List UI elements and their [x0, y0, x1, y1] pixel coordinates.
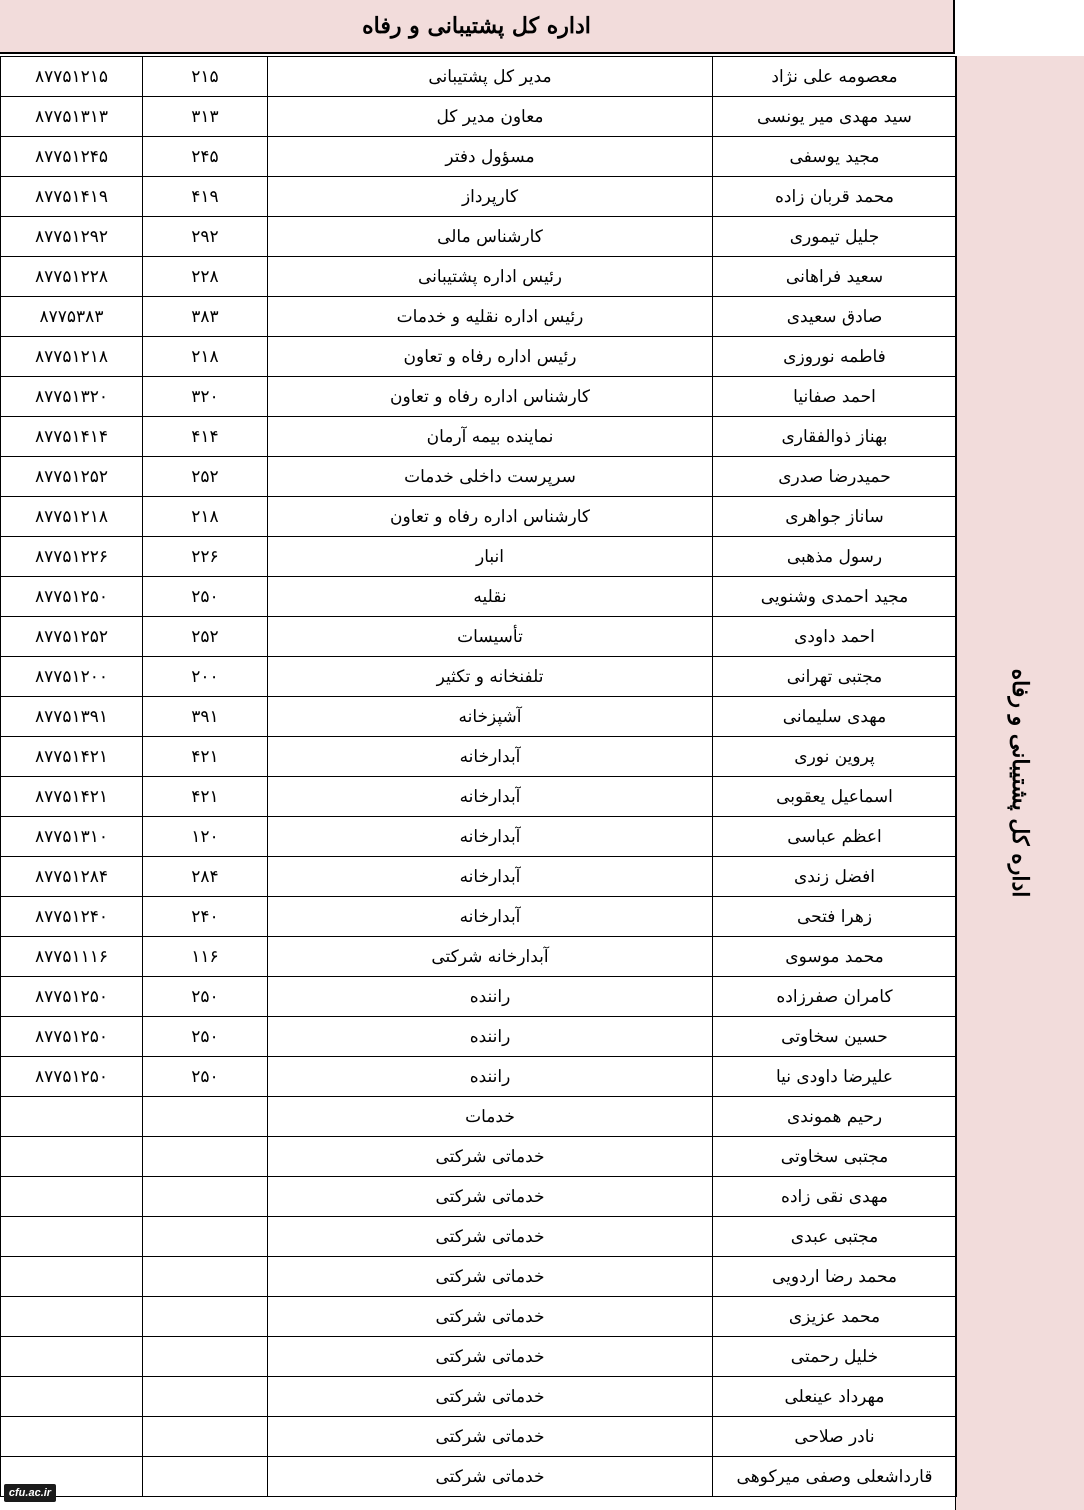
- person-name-cell: صادق سعیدی: [713, 297, 957, 337]
- job-title-cell: سرپرست داخلی خدمات: [268, 457, 713, 497]
- person-name-cell: محمد موسوی: [713, 937, 957, 977]
- job-title-cell: خدماتی شرکتی: [268, 1377, 713, 1417]
- extension-cell: [143, 1137, 268, 1177]
- extension-cell: [143, 1097, 268, 1137]
- table-row: [1, 1217, 957, 1257]
- person-name-cell: معصومه علی نژاد: [713, 57, 957, 97]
- person-name-cell: نادر صلاحی: [713, 1417, 957, 1457]
- table-row: [1, 617, 957, 657]
- phone-cell: [1, 1417, 143, 1457]
- table-row: [1, 977, 957, 1017]
- phone-cell: [1, 1177, 143, 1217]
- side-banner-label: اداره کل پشتیبانی و رفاه: [1007, 668, 1033, 898]
- phone-cell: ۸۷۷۵۱۲۵۲: [1, 617, 143, 657]
- extension-cell: ۲۵۰: [143, 577, 268, 617]
- person-name-cell: مجید احمدی وشنویی: [713, 577, 957, 617]
- extension-cell: ۲۵۲: [143, 617, 268, 657]
- job-title-cell: مدیر کل پشتیبانی: [268, 57, 713, 97]
- person-name-cell: سعید فراهانی: [713, 257, 957, 297]
- table-row: [1, 1137, 957, 1177]
- phone-cell: [1, 1297, 143, 1337]
- table-row: [1, 1017, 957, 1057]
- table-row: [1, 1337, 957, 1377]
- job-title-cell: انبار: [268, 537, 713, 577]
- person-name-cell: مجید یوسفی: [713, 137, 957, 177]
- job-title-cell: آبدارخانه: [268, 817, 713, 857]
- person-name-cell: اعظم عباسی: [713, 817, 957, 857]
- job-title-cell: خدماتی شرکتی: [268, 1337, 713, 1377]
- extension-cell: [143, 1257, 268, 1297]
- table-row: [1, 177, 957, 217]
- job-title-cell: خدماتی شرکتی: [268, 1257, 713, 1297]
- job-title-cell: کارپرداز: [268, 177, 713, 217]
- phone-cell: ۸۷۷۵۱۴۲۱: [1, 777, 143, 817]
- phone-cell: ۸۷۷۵۱۴۱۹: [1, 177, 143, 217]
- extension-cell: ۲۹۲: [143, 217, 268, 257]
- extension-cell: [143, 1177, 268, 1217]
- person-name-cell: احمد داودی: [713, 617, 957, 657]
- job-title-cell: آبدارخانه: [268, 897, 713, 937]
- person-name-cell: ساناز جواهری: [713, 497, 957, 537]
- phone-cell: ۸۷۷۵۳۸۳: [1, 297, 143, 337]
- extension-cell: ۲۵۰: [143, 977, 268, 1017]
- person-name-cell: پروین نوری: [713, 737, 957, 777]
- person-name-cell: مهدی سلیمانی: [713, 697, 957, 737]
- person-name-cell: رسول مذهبی: [713, 537, 957, 577]
- table-row: [1, 137, 957, 177]
- job-title-cell: خدماتی شرکتی: [268, 1217, 713, 1257]
- extension-cell: ۴۲۱: [143, 777, 268, 817]
- person-name-cell: محمد عزیزی: [713, 1297, 957, 1337]
- table-row: [1, 217, 957, 257]
- phone-cell: ۸۷۷۵۱۲۸۴: [1, 857, 143, 897]
- phone-cell: ۸۷۷۵۱۲۵۲: [1, 457, 143, 497]
- job-title-cell: راننده: [268, 1017, 713, 1057]
- table-row: [1, 937, 957, 977]
- extension-cell: ۲۴۵: [143, 137, 268, 177]
- job-title-cell: خدماتی شرکتی: [268, 1177, 713, 1217]
- table-row: [1, 697, 957, 737]
- table-row: [1, 57, 957, 97]
- table-row: [1, 1177, 957, 1217]
- person-name-cell: کامران صفرزاده: [713, 977, 957, 1017]
- extension-cell: ۲۱۸: [143, 497, 268, 537]
- table-row: [1, 1377, 957, 1417]
- phone-cell: ۸۷۷۵۱۲۱۸: [1, 337, 143, 377]
- phone-cell: ۸۷۷۵۱۲۰۰: [1, 657, 143, 697]
- extension-cell: ۳۲۰: [143, 377, 268, 417]
- extension-cell: [143, 1377, 268, 1417]
- extension-cell: ۳۱۳: [143, 97, 268, 137]
- person-name-cell: مجتبی عبدی: [713, 1217, 957, 1257]
- table-row: [1, 577, 957, 617]
- phone-cell: ۸۷۷۵۱۲۲۸: [1, 257, 143, 297]
- table-row: [1, 1417, 957, 1457]
- phone-cell: ۸۷۷۵۱۲۱۵: [1, 57, 143, 97]
- table-row: [1, 737, 957, 777]
- job-title-cell: مسؤول دفتر: [268, 137, 713, 177]
- job-title-cell: آبدارخانه: [268, 777, 713, 817]
- page-title: اداره کل پشتیبانی و رفاه: [0, 0, 955, 54]
- extension-cell: ۲۸۴: [143, 857, 268, 897]
- extension-cell: ۱۱۶: [143, 937, 268, 977]
- job-title-cell: خدماتی شرکتی: [268, 1417, 713, 1457]
- directory-table: [0, 56, 957, 1497]
- person-name-cell: قارداشعلی وصفی میرکوهی: [713, 1457, 957, 1497]
- person-name-cell: مهرداد عینعلی: [713, 1377, 957, 1417]
- extension-cell: ۲۱۵: [143, 57, 268, 97]
- job-title-cell: نماینده بیمه آرمان: [268, 417, 713, 457]
- person-name-cell: خلیل رحمتی: [713, 1337, 957, 1377]
- phone-cell: ۸۷۷۵۱۲۱۸: [1, 497, 143, 537]
- person-name-cell: محمد قربان زاده: [713, 177, 957, 217]
- person-name-cell: سید مهدی میر یونسی: [713, 97, 957, 137]
- job-title-cell: خدماتی شرکتی: [268, 1297, 713, 1337]
- phone-cell: [1, 1337, 143, 1377]
- extension-cell: ۱۲۰: [143, 817, 268, 857]
- phone-cell: ۸۷۷۵۱۲۵۰: [1, 977, 143, 1017]
- table-row: [1, 297, 957, 337]
- phone-cell: ۸۷۷۵۱۱۱۶: [1, 937, 143, 977]
- extension-cell: ۲۰۰: [143, 657, 268, 697]
- phone-cell: ۸۷۷۵۱۳۹۱: [1, 697, 143, 737]
- table-row: [1, 537, 957, 577]
- job-title-cell: آشپزخانه: [268, 697, 713, 737]
- extension-cell: ۴۲۱: [143, 737, 268, 777]
- job-title-cell: خدماتی شرکتی: [268, 1137, 713, 1177]
- job-title-cell: رئیس اداره پشتیبانی: [268, 257, 713, 297]
- table-row: [1, 417, 957, 457]
- extension-cell: [143, 1297, 268, 1337]
- extension-cell: ۲۲۶: [143, 537, 268, 577]
- job-title-cell: تلفنخانه و تکثیر: [268, 657, 713, 697]
- table-row: [1, 1097, 957, 1137]
- table-row: [1, 377, 957, 417]
- extension-cell: ۲۵۰: [143, 1057, 268, 1097]
- job-title-cell: کارشناس اداره رفاه و تعاون: [268, 377, 713, 417]
- table-row: [1, 497, 957, 537]
- job-title-cell: راننده: [268, 1057, 713, 1097]
- person-name-cell: فاطمه نوروزی: [713, 337, 957, 377]
- person-name-cell: بهناز ذوالفقاری: [713, 417, 957, 457]
- corner-blank: [957, 0, 1084, 56]
- table-row: [1, 777, 957, 817]
- job-title-cell: خدماتی شرکتی: [268, 1457, 713, 1497]
- phone-cell: ۸۷۷۵۱۲۵۰: [1, 1017, 143, 1057]
- job-title-cell: رئیس اداره نقلیه و خدمات: [268, 297, 713, 337]
- extension-cell: ۲۲۸: [143, 257, 268, 297]
- table-row: [1, 457, 957, 497]
- person-name-cell: حسین سخاوتی: [713, 1017, 957, 1057]
- job-title-cell: خدمات: [268, 1097, 713, 1137]
- person-name-cell: اسماعیل یعقوبی: [713, 777, 957, 817]
- person-name-cell: مجتبی سخاوتی: [713, 1137, 957, 1177]
- phone-cell: ۸۷۷۵۱۲۹۲: [1, 217, 143, 257]
- job-title-cell: تأسیسات: [268, 617, 713, 657]
- extension-cell: ۳۹۱: [143, 697, 268, 737]
- person-name-cell: علیرضا داودی نیا: [713, 1057, 957, 1097]
- table-row: [1, 897, 957, 937]
- phone-cell: ۸۷۷۵۱۲۴۵: [1, 137, 143, 177]
- table-row: [1, 97, 957, 137]
- job-title-cell: راننده: [268, 977, 713, 1017]
- extension-cell: ۲۱۸: [143, 337, 268, 377]
- extension-cell: ۳۸۳: [143, 297, 268, 337]
- person-name-cell: مهدی نقی زاده: [713, 1177, 957, 1217]
- side-banner: [955, 56, 1084, 1510]
- extension-cell: [143, 1337, 268, 1377]
- person-name-cell: مجتبی تهرانی: [713, 657, 957, 697]
- table-row: [1, 1057, 957, 1097]
- person-name-cell: احمد صفانیا: [713, 377, 957, 417]
- table-row: [1, 337, 957, 377]
- phone-cell: ۸۷۷۵۱۲۵۰: [1, 1057, 143, 1097]
- job-title-cell: نقلیه: [268, 577, 713, 617]
- person-name-cell: افضل زندی: [713, 857, 957, 897]
- phone-cell: ۸۷۷۵۱۳۱۳: [1, 97, 143, 137]
- table-row: [1, 1257, 957, 1297]
- table-row: [1, 1297, 957, 1337]
- job-title-cell: آبدارخانه شرکتی: [268, 937, 713, 977]
- person-name-cell: حمیدرضا صدری: [713, 457, 957, 497]
- table-row: [1, 1457, 957, 1497]
- phone-cell: [1, 1217, 143, 1257]
- extension-cell: ۲۴۰: [143, 897, 268, 937]
- job-title-cell: رئیس اداره رفاه و تعاون: [268, 337, 713, 377]
- table-row: [1, 857, 957, 897]
- extension-cell: [143, 1217, 268, 1257]
- job-title-cell: کارشناس مالی: [268, 217, 713, 257]
- person-name-cell: رحیم هموندی: [713, 1097, 957, 1137]
- person-name-cell: جلیل تیموری: [713, 217, 957, 257]
- phone-cell: ۸۷۷۵۱۲۴۰: [1, 897, 143, 937]
- phone-cell: ۸۷۷۵۱۲۲۶: [1, 537, 143, 577]
- phone-cell: ۸۷۷۵۱۲۵۰: [1, 577, 143, 617]
- person-name-cell: زهرا فتحی: [713, 897, 957, 937]
- phone-cell: ۸۷۷۵۱۴۲۱: [1, 737, 143, 777]
- extension-cell: ۴۱۴: [143, 417, 268, 457]
- phone-cell: ۸۷۷۵۱۳۱۰: [1, 817, 143, 857]
- extension-cell: ۲۵۰: [143, 1017, 268, 1057]
- extension-cell: ۲۵۲: [143, 457, 268, 497]
- phone-cell: [1, 1377, 143, 1417]
- table-row: [1, 257, 957, 297]
- site-logo: cfu.ac.ir: [4, 1484, 56, 1502]
- job-title-cell: معاون مدیر کل: [268, 97, 713, 137]
- phone-cell: ۸۷۷۵۱۳۲۰: [1, 377, 143, 417]
- extension-cell: ۴۱۹: [143, 177, 268, 217]
- person-name-cell: محمد رضا اردویی: [713, 1257, 957, 1297]
- extension-cell: [143, 1457, 268, 1497]
- extension-cell: [143, 1417, 268, 1457]
- phone-cell: [1, 1257, 143, 1297]
- job-title-cell: آبدارخانه: [268, 857, 713, 897]
- table-row: [1, 657, 957, 697]
- phone-cell: [1, 1097, 143, 1137]
- phone-cell: ۸۷۷۵۱۴۱۴: [1, 417, 143, 457]
- job-title-cell: کارشناس اداره رفاه و تعاون: [268, 497, 713, 537]
- job-title-cell: آبدارخانه: [268, 737, 713, 777]
- phone-cell: [1, 1137, 143, 1177]
- table-row: [1, 817, 957, 857]
